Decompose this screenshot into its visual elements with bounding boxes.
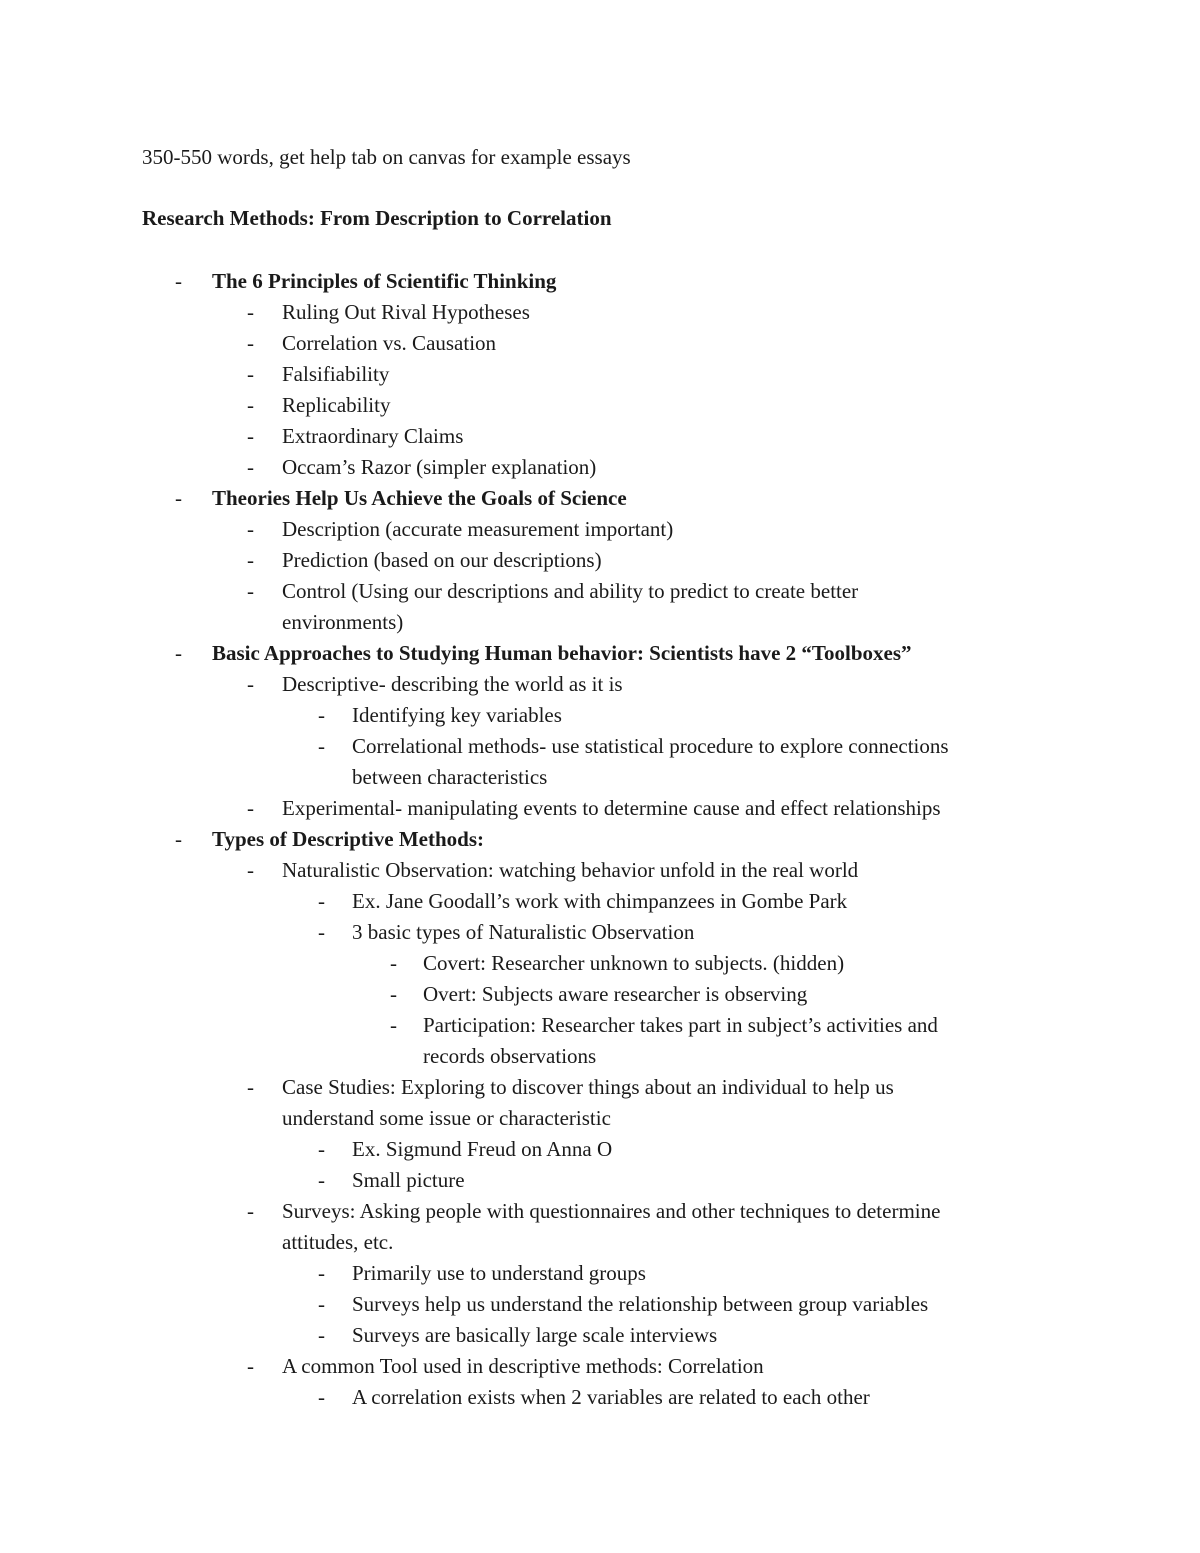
outline-item-continuation: between characteristics xyxy=(352,765,548,789)
outline-item-level-4 xyxy=(0,979,1200,1010)
outline-item-continuation: records observations xyxy=(423,1044,597,1068)
outline-item-text: Replicability xyxy=(282,393,391,417)
outline-item-level-2 xyxy=(0,669,1200,700)
outline-item-level-2 xyxy=(0,421,1200,452)
bullet-dash: - xyxy=(247,393,254,417)
outline-item-level-3 xyxy=(0,1320,1200,1351)
outline-item-level-3 xyxy=(0,1258,1200,1289)
bullet-dash: - xyxy=(247,579,254,603)
outline-item-text: Correlational methods- use statistical procedure to explore connections xyxy=(352,734,949,758)
bullet-dash: - xyxy=(175,486,182,510)
bullet-dash: - xyxy=(247,517,254,541)
outline-item-text: Surveys are basically large scale interviews xyxy=(352,1323,718,1347)
outline-item-text: Extraordinary Claims xyxy=(282,424,464,448)
outline-item-text: Descriptive- describing the world as it is xyxy=(282,672,623,696)
outline-item-text: A common Tool used in descriptive methods: Correlation xyxy=(282,1354,764,1378)
outline-item-text: Overt: Subjects aware researcher is observing xyxy=(423,982,808,1006)
outline-item-level-2 xyxy=(0,297,1200,328)
outline-item-level-2 xyxy=(0,390,1200,421)
bullet-dash: - xyxy=(247,331,254,355)
outline-item-level-3 xyxy=(0,1134,1200,1165)
outline-item-level-2 xyxy=(0,793,1200,824)
outline-item-level-1 xyxy=(0,638,1200,669)
bullet-dash: - xyxy=(247,1354,254,1378)
outline-item-text: Correlation vs. Causation xyxy=(282,331,497,355)
outline-item-level-2 xyxy=(0,545,1200,576)
bullet-dash: - xyxy=(247,548,254,572)
outline-item-text: Ruling Out Rival Hypotheses xyxy=(282,300,530,324)
bullet-dash: - xyxy=(318,703,325,727)
outline-item-text: Identifying key variables xyxy=(352,703,562,727)
bullet-dash: - xyxy=(318,734,325,758)
outline-item-level-2 xyxy=(0,452,1200,483)
outline-item-level-4 xyxy=(0,1010,1200,1072)
bullet-dash: - xyxy=(175,269,182,293)
bullet-dash: - xyxy=(318,889,325,913)
outline-list xyxy=(0,266,1200,1413)
bullet-dash: - xyxy=(390,951,397,975)
bullet-dash: - xyxy=(318,1292,325,1316)
bullet-dash: - xyxy=(247,796,254,820)
outline-item-text: Occam’s Razor (simpler explanation) xyxy=(282,455,597,479)
outline-item-level-1 xyxy=(0,824,1200,855)
bullet-dash: - xyxy=(175,827,182,851)
outline-item-level-3 xyxy=(0,917,1200,948)
outline-item-level-1 xyxy=(0,266,1200,297)
outline-item-level-2 xyxy=(0,328,1200,359)
outline-item-text: Falsifiability xyxy=(282,362,390,386)
outline-item-level-3 xyxy=(0,886,1200,917)
outline-item-level-4 xyxy=(0,948,1200,979)
outline-item-text: Participation: Researcher takes part in subject’s activities and xyxy=(423,1013,938,1037)
outline-item-text: Ex. Jane Goodall’s work with chimpanzees in Gombe Park xyxy=(352,889,848,913)
outline-item-level-3 xyxy=(0,1382,1200,1413)
outline-item-text: 3 basic types of Naturalistic Observation xyxy=(352,920,695,944)
bullet-dash: - xyxy=(318,1323,325,1347)
outline-item-text: Experimental- manipulating events to determine cause and effect relationships xyxy=(282,796,941,820)
bullet-dash: - xyxy=(390,1013,397,1037)
bullet-dash: - xyxy=(390,982,397,1006)
outline-item-text: Surveys help us understand the relationship between group variables xyxy=(352,1292,929,1316)
bullet-dash: - xyxy=(247,672,254,696)
outline-item-text: Case Studies: Exploring to discover things about an individual to help us xyxy=(282,1075,894,1099)
outline-item-text: Primarily use to understand groups xyxy=(352,1261,646,1285)
bullet-dash: - xyxy=(247,858,254,882)
bullet-dash: - xyxy=(318,1385,325,1409)
outline-item-text: Basic Approaches to Studying Human behavior: Scientists have 2 “Toolboxes” xyxy=(212,641,912,665)
outline-item-text: Theories Help Us Achieve the Goals of Science xyxy=(212,486,627,510)
bullet-dash: - xyxy=(247,424,254,448)
bullet-dash: - xyxy=(247,362,254,386)
bullet-dash: - xyxy=(318,1168,325,1192)
outline-item-text: The 6 Principles of Scientific Thinking xyxy=(212,269,557,293)
outline-item-level-2 xyxy=(0,359,1200,390)
outline-item-level-2 xyxy=(0,1196,1200,1258)
bullet-dash: - xyxy=(175,641,182,665)
outline-item-text: Covert: Researcher unknown to subjects. (hidden) xyxy=(423,951,845,975)
bullet-dash: - xyxy=(318,920,325,944)
outline-item-level-2 xyxy=(0,1072,1200,1134)
outline-item-level-3 xyxy=(0,1165,1200,1196)
intro-line: 350-550 words, get help tab on canvas for example essays xyxy=(142,145,631,169)
outline-item-text: Description (accurate measurement important) xyxy=(282,517,674,541)
outline-item-level-3 xyxy=(0,1289,1200,1320)
outline-item-text: A correlation exists when 2 variables are related to each other xyxy=(352,1385,870,1409)
outline-item-text: Surveys: Asking people with questionnaires and other techniques to determine xyxy=(282,1199,941,1223)
outline-item-level-2 xyxy=(0,576,1200,638)
outline-item-level-2 xyxy=(0,1351,1200,1382)
outline-item-level-1 xyxy=(0,483,1200,514)
outline-item-text: Naturalistic Observation: watching behavior unfold in the real world xyxy=(282,858,859,882)
outline-item-text: Prediction (based on our descriptions) xyxy=(282,548,602,572)
outline-item-text: Ex. Sigmund Freud on Anna O xyxy=(352,1137,613,1161)
outline-item-level-3 xyxy=(0,731,1200,793)
outline-item-level-2 xyxy=(0,855,1200,886)
bullet-dash: - xyxy=(247,300,254,324)
outline-item-level-2 xyxy=(0,514,1200,545)
outline-item-continuation: understand some issue or characteristic xyxy=(282,1106,611,1130)
bullet-dash: - xyxy=(247,455,254,479)
section-heading: Research Methods: From Description to Correlation xyxy=(142,206,612,230)
outline-item-continuation: environments) xyxy=(282,610,404,634)
outline-item-continuation: attitudes, etc. xyxy=(282,1230,394,1254)
outline-item-text: Control (Using our descriptions and ability to predict to create better xyxy=(282,579,859,603)
bullet-dash: - xyxy=(247,1075,254,1099)
outline-item-text: Small picture xyxy=(352,1168,465,1192)
bullet-dash: - xyxy=(318,1137,325,1161)
outline-item-level-3 xyxy=(0,700,1200,731)
bullet-dash: - xyxy=(318,1261,325,1285)
outline-item-text: Types of Descriptive Methods: xyxy=(212,827,484,851)
bullet-dash: - xyxy=(247,1199,254,1223)
